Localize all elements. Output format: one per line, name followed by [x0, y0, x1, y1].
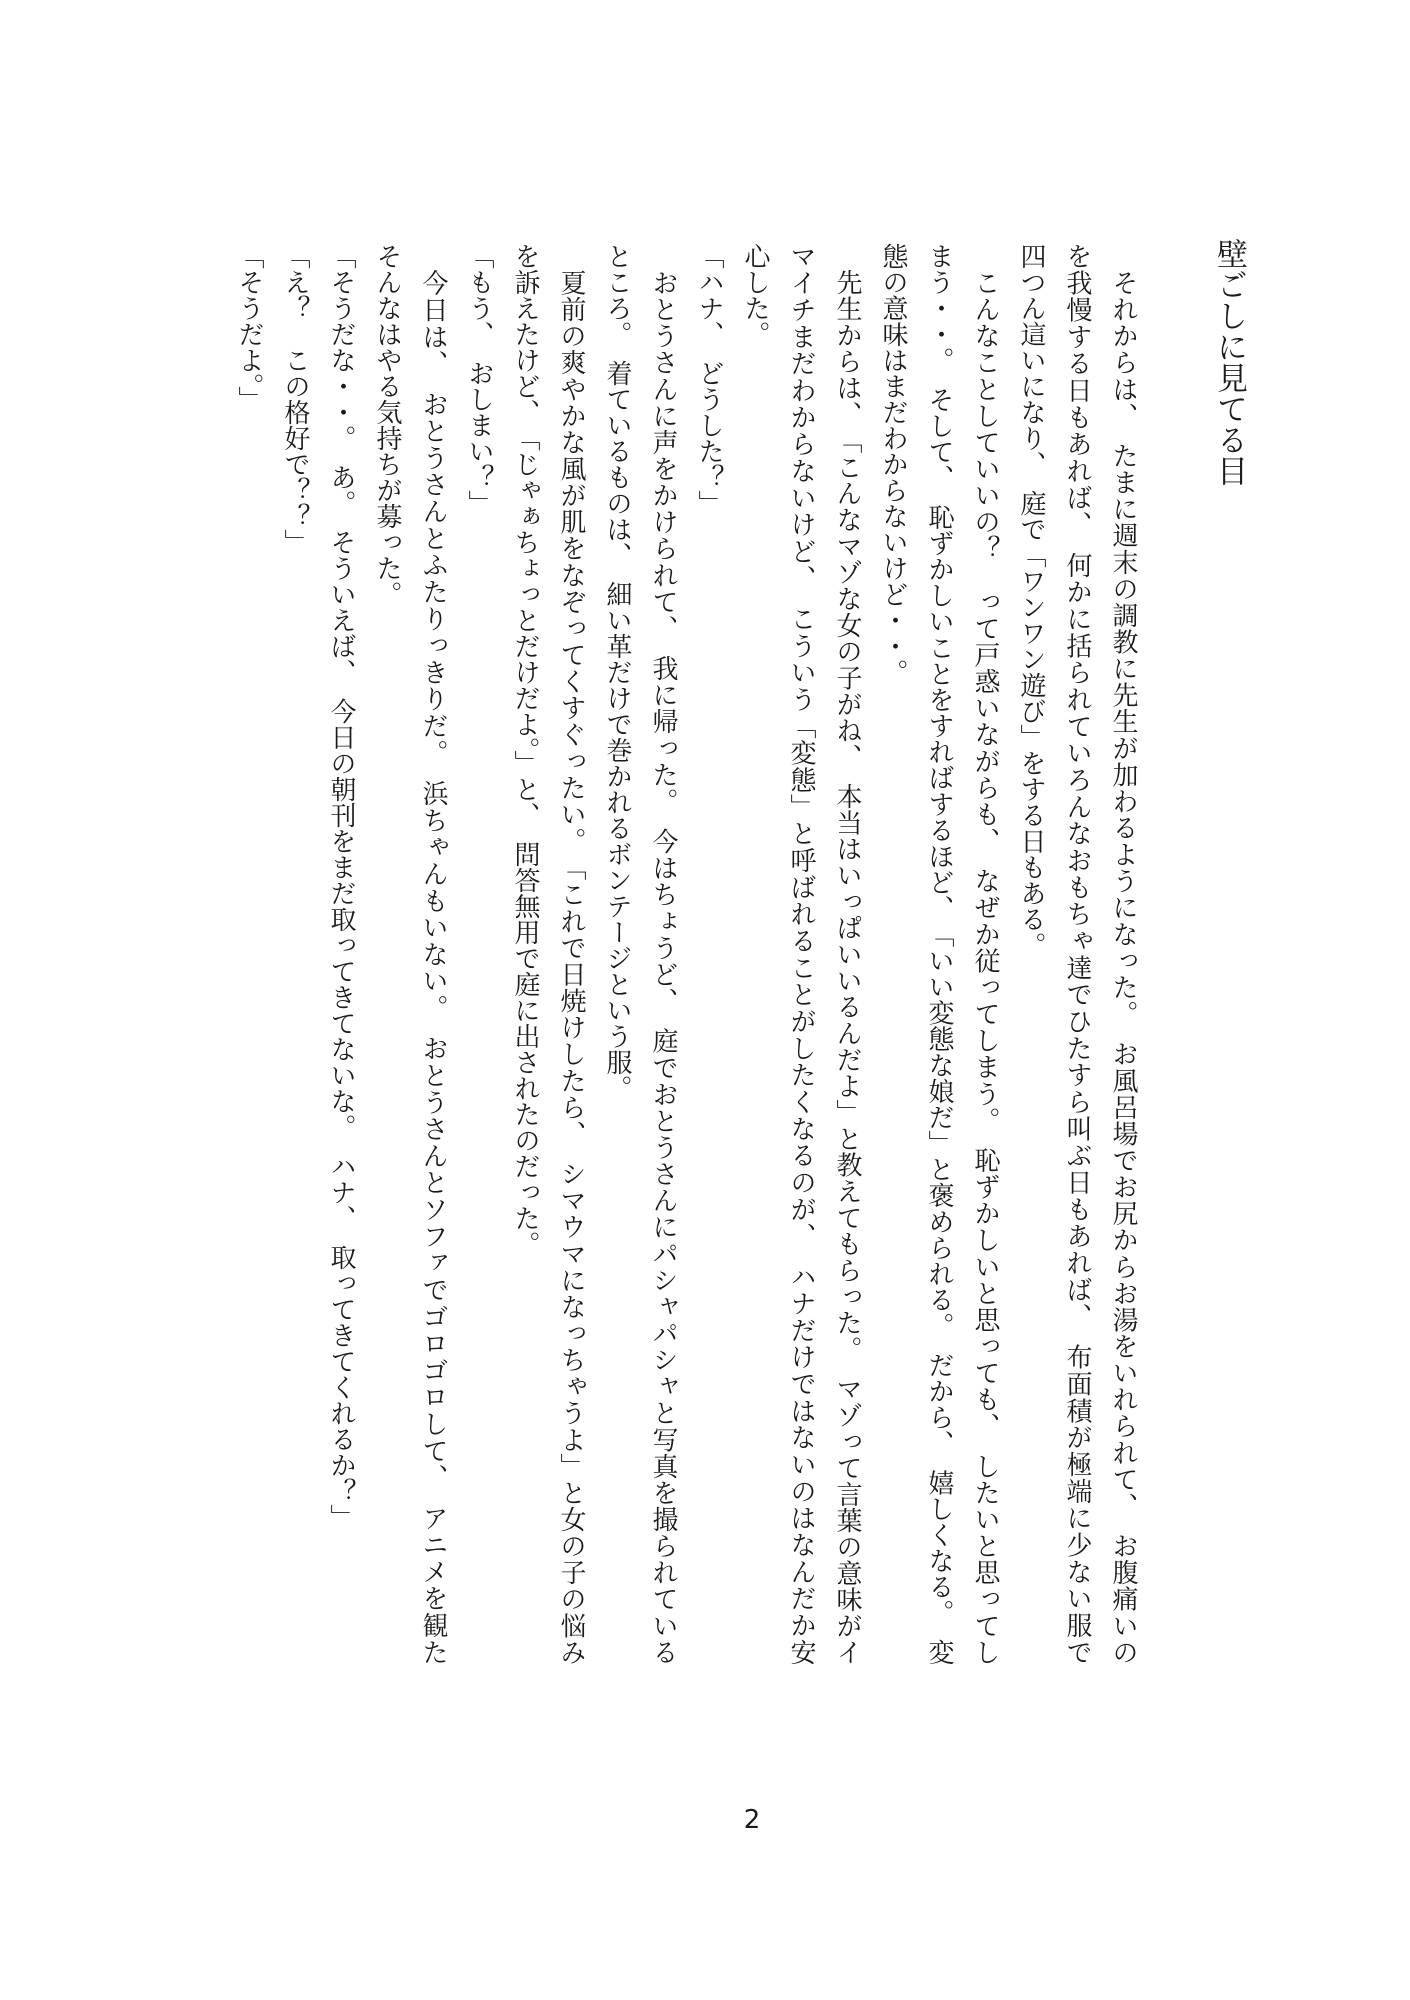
body-text	[226, 243, 1146, 1665]
text-line: を訴えたけど、 「じゃぁちょっとだけだよ。」と、 問答無用で庭に出されたのだった。	[510, 243, 540, 1257]
text-line: こんなことしていいの？ って戸惑いながらも、 なぜか従ってしまう。 恥ずかしいと思っても、 したいと思ってし	[970, 243, 1000, 1665]
text-line: 心した。	[740, 243, 770, 347]
text-line: そんなはやる気持ちが募った。	[372, 243, 402, 607]
chapter-title: 壁ごしに見てる目	[1211, 238, 1247, 486]
text-line: それからは、 たまに週末の調教に先生が加わるようになった。 お風呂場でお尻からお湯をいれられて、 お腹痛いの	[1108, 243, 1138, 1665]
text-line: 先生からは、 「こんなマゾな女の子がね、 本当はいっぱいいるんだよ」と教えてもらった。 マゾって言葉の意味がイ	[832, 243, 862, 1665]
text-line: 「ハナ、 どうした？」	[694, 243, 724, 516]
text-line: 「そうだよ。」	[234, 243, 264, 412]
text-line: 「え？ この格好で？？」	[280, 243, 310, 555]
text-line: マイチまだわからないけど、 こういう「変態」と呼ばれることがしたくなるのが、 ハナだけではないのはなんだか安	[786, 243, 816, 1665]
text-line: 夏前の爽やかな風が肌をなぞってくすぐったい。 「これで日焼けしたら、 シマウマになっちゃうよ」と女の子の悩み	[556, 243, 586, 1665]
text-line: ところ。 着ているものは、 細い革だけで巻かれるボンテージという服。	[602, 243, 632, 1101]
text-line: 「そうだな・・。 あ。 そういえば、 今日の朝刊をまだ取ってきてないな。 ハナ、 取ってきてくれるか？」	[326, 243, 356, 1530]
page-number: 2	[743, 1805, 761, 1835]
text-line: 四つん這いになり、 庭で「ワンワン遊び」をする日もある。	[1016, 243, 1046, 958]
text-line: 「もう、 おしまい？」	[464, 243, 494, 516]
text-line: まう・・。 そして、 恥ずかしいことをすればするほど、 「いい変態な娘だ」と褒められる。 だから、 嬉しくなる。 変	[924, 243, 954, 1665]
text-line: 態の意味はまだわからないけど・・。	[878, 243, 908, 685]
text-line: 今日は、 おとうさんとふたりっきりだ。 浜ちゃんもいない。 おとうさんとソファでゴロゴロして、 アニメを観た	[418, 269, 448, 1665]
text-line: を我慢する日もあれば、 何かに括られていろんなおもちゃ達でひたすら叫ぶ日もあれば、 布面積が極端に少ない服で	[1062, 243, 1092, 1665]
text-line: おとうさんに声をかけられて、 我に帰った。 今はちょうど、 庭でおとうさんにパシャパシャと写真を撮られている	[648, 243, 678, 1665]
